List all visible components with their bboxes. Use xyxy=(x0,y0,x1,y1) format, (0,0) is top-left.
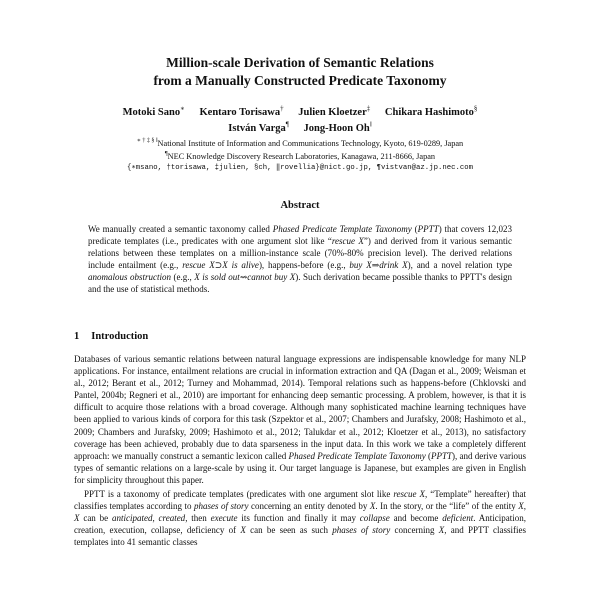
author: Kentaro Torisawa† xyxy=(199,104,284,118)
section-number: 1 xyxy=(74,331,80,342)
abstract-text: We manually created a semantic taxonomy called Phased Predicate Template Taxonomy (PPTT) that covers 12,023 predicate templates (i.e., predicates with one argument slot like “rescue X”) and derived from it various semantic relations between these templates on a million-instance scale (70%-80% precision level). The derived relations include entailment (e.g., rescue X⊃X is alive), happens-before (e.g., buy X⇒drink X), and a novel relation type anomalous obstruction (e.g., X is sold out⇝cannot buy X). Such derivation became possible thanks to PPTT's design and the use of statistical methods. xyxy=(88,224,513,294)
body-paragraph: PPTT is a taxonomy of predicate templates (predicates with one argument slot like rescue X, “Template” hereafter) that classifies templates according to phases of story concerning an entity denoted by X. In the story, or the “life” of the entity X, X can be anticipated, created, then execute its function and finally it may collapse and become deficient. Anticipation, creation, execution, collapse, deficiency of X can be seen as such phases of story concerning X, and PPTT classifies templates into 41 semantic classes xyxy=(74,489,527,548)
author: Motoki Sano∗ xyxy=(122,104,185,118)
author: Jong-Hoon Oh‖ xyxy=(303,120,372,134)
author-emails: {∗msano, †torisawa, ‡julien, §ch, ‖rovellia}@nict.go.jp, ¶vistvan@az.jp.nec.com xyxy=(127,164,473,172)
section-heading-introduction xyxy=(74,331,148,342)
affiliation-2: ¶NEC Knowledge Discovery Research Laboratories, Kanagawa, 211-8666, Japan xyxy=(164,151,436,161)
abstract-heading: Abstract xyxy=(280,200,320,211)
author: István Varga¶ xyxy=(228,120,289,134)
paper-title-line-1: Million-scale Derivation of Semantic Relations xyxy=(166,55,434,70)
author-list-line-1 xyxy=(0,102,600,119)
paper-title-line-2: from a Manually Constructed Predicate Taxonomy xyxy=(153,73,447,88)
author-list-line-2 xyxy=(0,118,600,135)
body-paragraph: Databases of various semantic relations between natural language expressions are indispensable knowledge for many NLP applications. For instance, entailment relations are crucial in information extraction and QA (Dagan et al., 2009; Weisman et al., 2012; Berant et al., 2012; Turney and Mohammad, 2014). Temporal relations such as happens-before (Chklovski and Pantel, 2004b; Regneri et al., 2010) are important for enhancing deep semantic processing. A problem, however, is that it is difficult to acquire those relations with a broad coverage. Although many sophisticated machine learning techniques have been applied to various kinds of corpora for this task (Szpektor et al., 2007; Chambers and Jurafsky, 2008; Hashimoto et al., 2009; Chambers and Jurafsky, 2009; Hashimoto et al., 2012; Talukdar et al., 2012; Kloetzer et al., 2013), no satisfactory coverage has been achieved, probably due to data sparseness in the input data. In this work we take a completely different approach: we manually construct a semantic lexicon called Phased Predicate Template Taxonomy (PPTT), and derive various types of semantic relations on a large-scale by using it. Our target language is Japanese, but examples are given in English for simplicity throughout this paper. xyxy=(74,354,527,485)
author: Julien Kloetzer‡ xyxy=(298,104,371,118)
author: Chikara Hashimoto§ xyxy=(384,104,478,118)
affiliation-1: ∗ † ‡ § ‖National Institute of Information and Communications Technology, Kyoto, 619-0289, Japan xyxy=(136,138,464,148)
section-title: Introduction xyxy=(91,331,149,342)
introduction-body xyxy=(74,353,526,549)
